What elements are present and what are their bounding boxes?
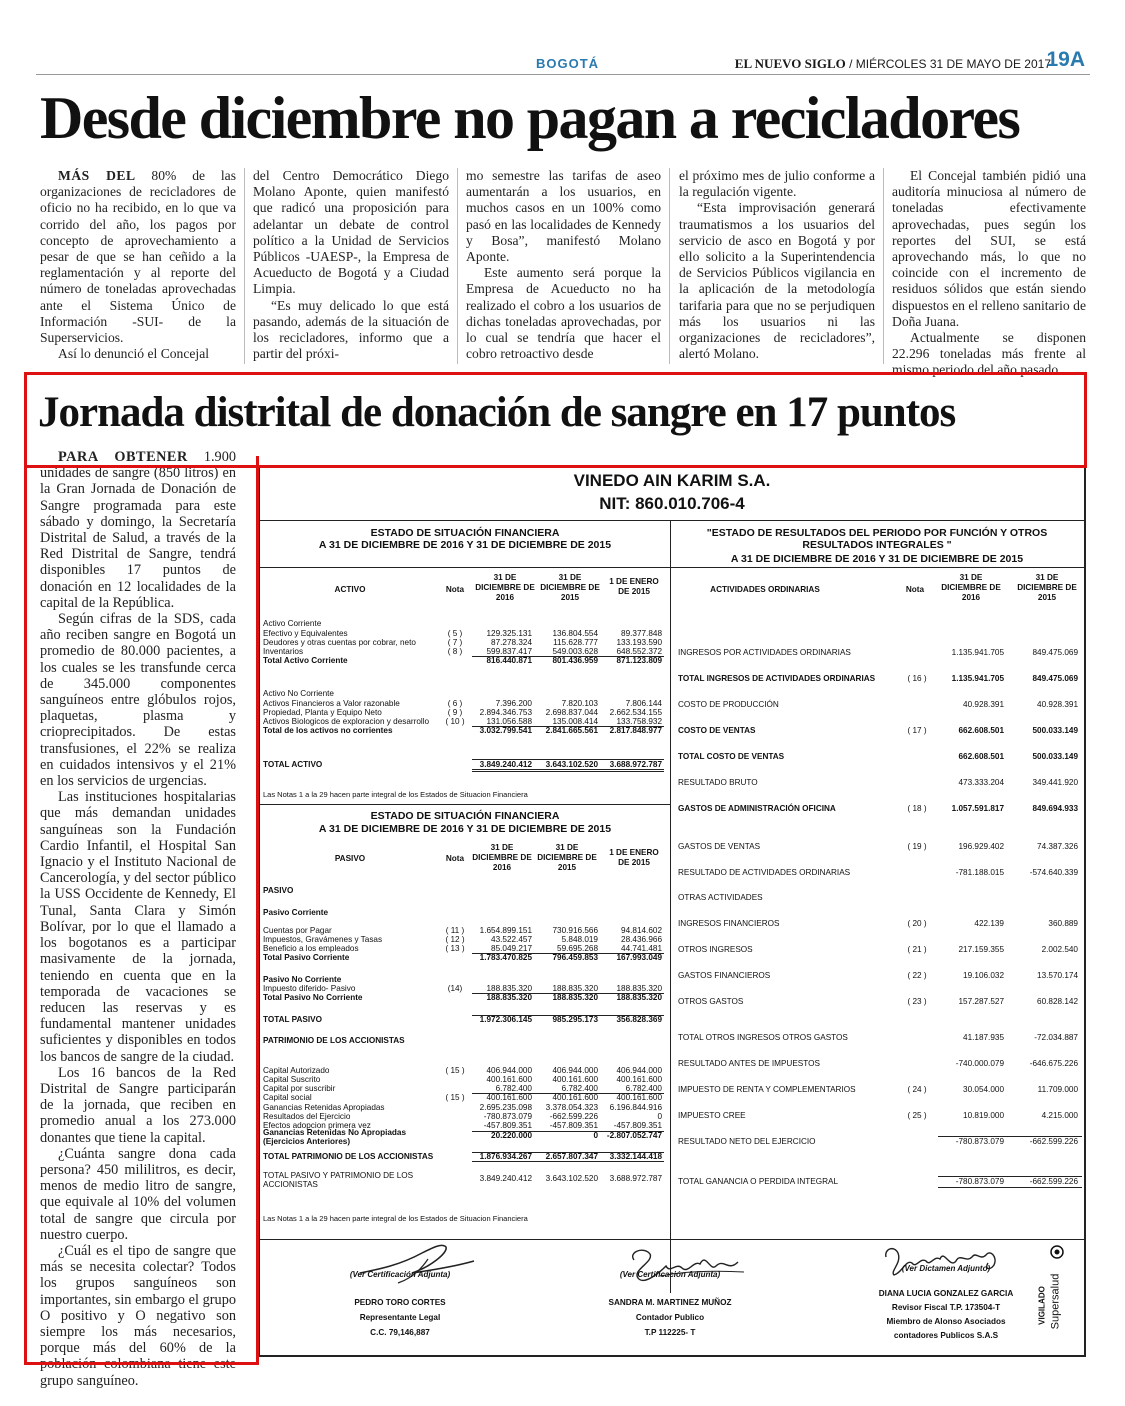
supersalud-logo-icon: [1050, 1245, 1064, 1259]
total-rule: [472, 1161, 664, 1162]
resultados-row-nota: ( 22 ): [907, 971, 927, 980]
resultados-row-2015: 849.475.069: [1032, 648, 1078, 657]
story2-p1: 1.900 unidades de sangre (850 litros) en la Gran Jornada de Donación de Sangre programada para este sábado y domingo, la Secretaría Distrital de Salud, a través de la Red Distrital de Sangre, tendrá disponibles 17 puntos de donación en 12 localidades de la capital de la República.: [40, 449, 236, 611]
total-rule: [938, 1176, 1082, 1177]
pasivo-row-2016: 400.161.600: [486, 1093, 532, 1102]
resultados-row-label: INGRESOS FINANCIEROS: [678, 919, 780, 928]
pasivo-row-label: Total Pasivo Corriente: [263, 953, 350, 962]
column-rule: [457, 168, 458, 364]
pasivo-row-label: Capital Suscrito: [263, 1075, 321, 1084]
pasivo-row-2015-ene: 188.835.320: [616, 993, 662, 1002]
pasivo-row-2016: 3.849.240.412: [479, 1174, 532, 1183]
story1-column-1: [40, 168, 236, 362]
resultados-row-2015: 40.928.391: [1037, 700, 1078, 709]
activo-row-2016: 87.278.324: [491, 638, 532, 647]
activo-row-label: TOTAL ACTIVO: [263, 760, 323, 769]
resultados-row-label: TOTAL OTROS INGRESOS OTROS GASTOS: [678, 1033, 848, 1042]
pasivo-row-2015: 796.459.853: [552, 953, 598, 962]
signature-diana-gonzalez: [880, 1239, 1010, 1287]
resultados-row-2016: 473.333.204: [958, 778, 1004, 787]
pasivo-head-nota: Nota: [445, 854, 465, 863]
resultados-row-label: RESULTADO ANTES DE IMPUESTOS: [678, 1059, 820, 1068]
story1-c3-p1: mo semestre las tarifas de aseo aumentarán a los usuarios, en muchos casos en un 100% como pasó en las localidades de Kennedy y Bosa”, manifestó Molano Aponte.: [466, 168, 661, 265]
resultados-row-2015: 74.387.326: [1037, 842, 1078, 851]
resultados-row-nota: ( 21 ): [907, 945, 927, 954]
pasivo-row-label: Resultados del Ejercicio: [263, 1112, 351, 1121]
activo-head-label: ACTIVO: [334, 585, 366, 594]
pasivo-row-2015-ene: -457.809.351: [613, 1121, 662, 1130]
total-rule: [472, 771, 664, 772]
subtotal-rule: [472, 726, 664, 727]
resultados-row-label: RESULTADO BRUTO: [678, 778, 758, 787]
signature-pedro-toro: [350, 1239, 480, 1287]
activo-row-2016: 3.032.799.541: [479, 726, 532, 735]
ad-rule: [670, 567, 1084, 568]
left-title-2: A 31 DE DICIEMBRE DE 2016 Y 31 DE DICIEMBRE DE 2015: [318, 539, 612, 551]
pasivo-row-2015: 59.695.268: [557, 944, 598, 953]
subtotal-rule: [472, 1015, 664, 1016]
resultados-row-2016: 1.057.591.817: [951, 804, 1004, 813]
activo-row-2015-ene: 648.552.372: [616, 647, 662, 656]
resultados-row-2016: 41.187.935: [963, 1033, 1004, 1042]
activo-row-nota: ( 6 ): [447, 699, 463, 708]
story2-lead: PARA OBTENER: [58, 449, 188, 465]
column-rule: [883, 168, 884, 364]
pasivo-row-label: TOTAL PASIVO: [263, 1015, 322, 1024]
activo-row-2016: 131.056.588: [486, 717, 532, 726]
resultados-row-2016: 662.608.501: [958, 752, 1004, 761]
signer1-role: Representante Legal: [359, 1313, 441, 1322]
pasivo-head-2015-ene: 1 DE ENERO DE 2015: [609, 848, 659, 867]
pasivo-row-2016: -457.809.351: [483, 1121, 532, 1130]
story1-column-5: [892, 168, 1086, 379]
resultados-row-label: RESULTADO NETO DEL EJERCICIO: [678, 1137, 816, 1146]
resultados-row-nota: ( 17 ): [907, 726, 927, 735]
activo-row-2015: 135.008.414: [552, 717, 598, 726]
pasivo-row-2015-ene: 400.161.600: [616, 1075, 662, 1084]
story2-p3: Las instituciones hospitalarias que más demandan unidades sanguíneas son la Fundación Cardio Infantil, el Hospital San Ignacio y el Instituto Nacional de Cancerología, y del sector público la USS Occidente de Kennedy, El Tunal, Santa Clara y Simón Bolívar, por lo que el llamado a los bogotanos es a participar masivamente de la jornada, teniendo en cuenta que en la temporada de vacaciones se reducen las reservas y es fundamental mantener unidades suficientes y disponibles en todos los bancos de sangre de la ciudad.: [40, 789, 236, 1065]
issue-date: / MIÉRCOLES 31 DE MAYO DE 2017: [849, 57, 1051, 71]
highlight-box-column: [24, 456, 259, 1365]
resultados-row-2015: -72.034.887: [1034, 1033, 1078, 1042]
resultados-row-2016: -781.188.015: [955, 868, 1004, 877]
activo-row-label: Activos Biologicos de exploracion y desarrollo: [263, 717, 430, 726]
pasivo-row-2015-ene: 6.196.844.916: [609, 1103, 662, 1112]
pasivo-row-2015: 6.782.400: [561, 1084, 598, 1093]
story2-p6: ¿Cuál es el tipo de sangre que más se necesita colectar? Todos los grupos sanguíneos son importantes, sin embargo el grupo O positivo y O negativo son siempre los más necesarios, porque más del 60% de la población colombiana tiene este grupo sanguíneo.: [40, 1242, 236, 1389]
er-head-nota: Nota: [905, 585, 925, 594]
activo-row-2015: 2.841.665.561: [545, 726, 598, 735]
pasivo-row-2015: 3.378.054.323: [545, 1103, 598, 1112]
resultados-row-nota: ( 24 ): [907, 1085, 927, 1094]
story1-c2-p2: “Es muy delicado lo que está pasando, además de la situación de los recicladores, informo que a partir del próxi-: [253, 297, 449, 362]
pasivo-row-2016: 1.783.470.825: [479, 953, 532, 962]
pasivo-row-label: PASIVO: [263, 886, 294, 895]
financial-statement-ad: [258, 465, 1086, 1357]
activo-row-2015: 115.628.777: [553, 638, 598, 647]
resultados-row-2015: -646.675.226: [1029, 1059, 1078, 1068]
pasivo-row-2015-ene: 400.161.600: [616, 1093, 662, 1102]
activo-row-2015: 7.820.103: [561, 699, 598, 708]
pasivo-row-nota: ( 11 ): [445, 926, 465, 935]
resultados-row-2015: 360.889: [1048, 919, 1078, 928]
resultados-row-2016: 1.135.941.705: [951, 648, 1004, 657]
total-rule: [472, 759, 664, 760]
pasivo-row-nota: (14): [447, 984, 463, 993]
resultados-row-2016: 157.287.527: [958, 997, 1004, 1006]
resultados-row-2016: -740.000.079: [955, 1059, 1004, 1068]
pasivo-row-2016: 1.654.899.151: [479, 926, 532, 935]
activo-row-2015-ene: 133.193.590: [616, 638, 662, 647]
pasivo-row-2015: -457.809.351: [549, 1121, 598, 1130]
right-title-3: A 31 DE DICIEMBRE DE 2016 Y 31 DE DICIEMBRE DE 2015: [730, 553, 1024, 565]
story1-column-2: [253, 168, 449, 362]
resultados-row-2016: 662.608.501: [958, 726, 1004, 735]
total-rule: [938, 1136, 1082, 1137]
ad-rule: [260, 520, 1084, 521]
activo-head-2015-ene: 1 DE ENERO DE 2015: [609, 577, 659, 596]
pasivo-row-2015: 188.835.320: [552, 984, 598, 993]
activo-row-2015-ene: 7.806.144: [625, 699, 662, 708]
signer2-name: SANDRA M. MARTINEZ MUÑOZ: [608, 1298, 732, 1307]
pasivo-row-2015: 730.916.566: [552, 926, 598, 935]
resultados-row-label: GASTOS DE VENTAS: [678, 842, 761, 851]
resultados-row-label: OTRAS ACTIVIDADES: [678, 893, 763, 902]
activo-row-2015-ene: 133.758.932: [616, 717, 662, 726]
pasivo-row-2015-ene: 188.835.320: [616, 984, 662, 993]
activo-row-2015: 801.436.959: [552, 656, 598, 665]
resultados-row-nota: ( 18 ): [907, 804, 927, 813]
resultados-row-2016: 217.159.355: [958, 945, 1004, 954]
pasivo-row-nota: ( 12 ): [445, 935, 465, 944]
pasivo-row-label: Efectos adopcion primera vez: [263, 1121, 371, 1130]
resultados-row-2015: 60.828.142: [1037, 997, 1078, 1006]
column-rule: [244, 168, 245, 364]
resultados-row-label: TOTAL INGRESOS DE ACTIVIDADES ORDINARIAS: [678, 674, 876, 683]
pasivo-row-nota: ( 15 ): [445, 1093, 465, 1102]
activo-row-label: Total de los activos no corrientes: [263, 726, 393, 735]
pasivo-row-2015-ene: -2.807.052.747: [606, 1131, 662, 1140]
subtotal-rule: [472, 656, 664, 657]
activo-row-label: Propiedad, Planta y Equipo Neto: [263, 708, 382, 717]
pasivo-row-label: Ganancias Retenidas Apropiadas: [263, 1103, 385, 1112]
activo-row-nota: ( 9 ): [447, 708, 463, 717]
pasivo-row-2016: 1.972.306.145: [479, 1015, 532, 1024]
story1-c1-p2: Así lo denunció el Concejal: [58, 346, 210, 362]
column-rule: [669, 168, 670, 364]
pasivo-row-nota: ( 15 ): [445, 1066, 465, 1075]
pasivo-row-label: Impuestos, Gravámenes y Tasas: [263, 935, 383, 944]
pasivo-row-label: PATRIMONIO DE LOS ACCIONISTAS: [263, 1036, 405, 1045]
story2-p5: ¿Cuánta sangre dona cada persona? 450 mililitros, es decir, menos de medio litro de sangre, que equivale al 10% del volumen total de sangre que circula por nuestro cuerpo.: [40, 1145, 236, 1243]
resultados-row-label: IMPUESTO DE RENTA Y COMPLEMENTARIOS: [678, 1085, 856, 1094]
total-rule: [938, 1187, 1082, 1188]
ad-divider: [670, 520, 671, 1293]
resultados-row-label: GASTOS FINANCIEROS: [678, 971, 771, 980]
story2-p2: Según cifras de la SDS, cada año reciben sangre en Bogotá un promedio de 80.000 pacientes, a los cuales se les transfunde cerca de 345.000 componentes sanguíneos entre glóbulos rojos, plaquetas, plasma y crioprecipitados. De estas transfusiones, el 22% se realiza en cuidados intensivos y el 21% en los servicios de urgencias.: [40, 611, 236, 790]
pasivo-title-1: ESTADO DE SITUACIÓN FINANCIERA: [370, 810, 560, 822]
story1-lead: MÁS DEL: [58, 168, 136, 183]
supersalud-label: Supersalud: [1049, 1273, 1062, 1330]
resultados-row-label: IMPUESTO CREE: [678, 1111, 746, 1120]
pasivo-row-2015-ene: 406.944.000: [616, 1066, 662, 1075]
signer3-name: DIANA LUCIA GONZALEZ GARCIA: [878, 1289, 1014, 1298]
resultados-row-2016: -780.873.079: [955, 1177, 1004, 1186]
pasivo-row-2015-ene: 167.993.049: [616, 953, 662, 962]
ad-rule: [260, 567, 670, 568]
resultados-row-2015: 849.694.933: [1032, 804, 1078, 813]
pasivo-row-2015-ene: 44.741.481: [621, 944, 662, 953]
pasivo-row-2015-ene: 6.782.400: [625, 1084, 662, 1093]
pasivo-row-label: Capital por suscribir: [263, 1084, 336, 1093]
section-label: BOGOTÁ: [536, 56, 600, 71]
activo-row-2015-ene: 3.688.972.787: [609, 760, 662, 769]
activo-row-2015: 549.003.628: [552, 647, 598, 656]
resultados-row-2016: 30.054.000: [963, 1085, 1004, 1094]
resultados-row-2015: 349.441.920: [1032, 778, 1078, 787]
pasivo-row-2016: 400.161.600: [486, 1075, 532, 1084]
resultados-row-2016: 40.928.391: [963, 700, 1004, 709]
pasivo-row-label: Impuesto diferido- Pasivo: [263, 984, 356, 993]
activo-head-nota: Nota: [445, 585, 465, 594]
highlight-box-headline: [24, 372, 1087, 468]
resultados-row-label: OTROS GASTOS: [678, 997, 744, 1006]
activo-row-2016: 129.325.131: [486, 629, 532, 638]
pasivo-row-2015: 188.835.320: [552, 993, 598, 1002]
pasivo-row-nota: ( 13 ): [445, 944, 465, 953]
resultados-row-label: TOTAL GANANCIA O PERDIDA INTEGRAL: [678, 1177, 838, 1186]
resultados-row-2015: -574.640.339: [1029, 868, 1078, 877]
story1-c1-p1: 80% de las organizaciones de recicladores de oficio no ha recibido, en lo que va corrido del año, los pagos por concepto de aprovechamiento a pesar de que se han ceñido a la reglamentación y al reporte del número de toneladas aprovechadas ante el Sistema Único de Información -SUI- de la Superservicios.: [40, 168, 236, 346]
pasivo-row-label: Pasivo Corriente: [263, 908, 329, 917]
resultados-row-2015: 500.033.149: [1032, 752, 1078, 761]
signer3-firm: Miembro de Alonso Asociados: [886, 1317, 1006, 1326]
activo-row-nota: ( 7 ): [447, 638, 463, 647]
pasivo-row-2015: 5.848.019: [561, 935, 598, 944]
story1-c5-p2: Actualmente se disponen 22.296 toneladas más frente al mismo periodo del año pasado.: [892, 330, 1086, 378]
resultados-row-2016: 1.135.941.705: [951, 674, 1004, 683]
pasivo-row-2016: 20.220.000: [491, 1131, 532, 1140]
subtotal-rule: [472, 993, 664, 994]
resultados-row-2015: -662.599.226: [1029, 1137, 1078, 1146]
activo-row-2016: 599.837.417: [486, 647, 532, 656]
activo-row-2015-ene: 2.817.848.977: [609, 726, 662, 735]
resultados-row-nota: ( 19 ): [907, 842, 927, 851]
subtotal-rule: [472, 1131, 664, 1132]
pasivo-row-2015-ene: 0: [657, 1112, 662, 1121]
pasivo-row-2015-ene: 356.828.369: [616, 1015, 662, 1024]
pasivo-row-label: Pasivo No Corriente: [263, 975, 342, 984]
story1-c2-p1: del Centro Democrático Diego Molano Aponte, quien manifestó que radicó una proposición para adelantar un debate de control político a la Unidad de Servicios Públicos -UAESP-, la Empresa de Acueducto de Bogotá y a Ciudad Limpia.: [253, 168, 449, 297]
pasivo-row-2016: 85.049.217: [491, 944, 532, 953]
pasivo-row-label: Cuentas por Pagar: [263, 926, 332, 935]
pasivo-row-label: TOTAL PASIVO Y PATRIMONIO DE LOS ACCIONISTAS: [263, 1171, 414, 1189]
story1-c4-p2: “Esta improvisación generará traumatismos a los usuarios del servicio de asco en Bogotá y por ello solicito a la Superintendencia de Servicios Públicos vigilancia en la aplicación de la metodología tarifaria para que no se perjudiquen más los usuarios ni las organizaciones de recicladores”, alertó Molano.: [679, 200, 875, 362]
pasivo-row-2016: 406.944.000: [486, 1066, 532, 1075]
signer1-id: C.C. 79,146,887: [370, 1328, 430, 1337]
pasivo-row-2015: 985.295.173: [552, 1015, 598, 1024]
activo-row-2015-ene: 2.662.534.155: [609, 708, 662, 717]
pasivo-row-label: Capital Autorizado: [263, 1066, 330, 1075]
activo-row-2016: 2.894.346.753: [479, 708, 532, 717]
subtotal-rule: [472, 953, 664, 954]
pasivo-row-2016: 188.835.320: [486, 993, 532, 1002]
pasivo-row-2015: 2.657.807.347: [545, 1152, 598, 1161]
pasivo-row-2016: 6.782.400: [495, 1084, 532, 1093]
pasivo-row-2015: 3.643.102.520: [545, 1174, 598, 1183]
resultados-row-label: OTROS INGRESOS: [678, 945, 753, 954]
notes-line: Las Notas 1 a la 29 hacen parte integral de los Estados de Situacion Financiera: [263, 790, 528, 799]
signer2-note: (Ver Certificación Adjunta): [619, 1270, 721, 1279]
subtotal-rule: [472, 1152, 664, 1153]
pasivo-row-label: Beneficio a los empleados: [263, 944, 359, 953]
activo-row-label: Inventarios: [263, 647, 304, 656]
activo-row-2016: 816.440.871: [486, 656, 532, 665]
notes-line-2: Las Notas 1 a la 29 hacen parte integral de los Estados de Situacion Financiera: [263, 1214, 528, 1223]
headline-recicladores: Desde diciembre no pagan a recicladores: [40, 85, 1020, 151]
signer1-note: (Ver Certificación Adjunta): [349, 1270, 451, 1279]
masthead: [735, 56, 1051, 72]
resultados-row-2015: 11.709.000: [1037, 1085, 1078, 1094]
pasivo-row-2015-ene: 94.814.602: [621, 926, 662, 935]
pasivo-row-2016: 2.695.235.098: [479, 1103, 532, 1112]
resultados-row-2016: -780.873.079: [955, 1137, 1004, 1146]
er-head-2015: 31 DE DICIEMBRE DE 2015: [1017, 573, 1077, 602]
page-number: 19A: [1046, 48, 1085, 71]
signer1-name: PEDRO TORO CORTES: [354, 1298, 446, 1307]
activo-row-label: Deudores y otras cuentas por cobrar, neto: [263, 638, 416, 647]
resultados-row-2016: 422.139: [974, 919, 1004, 928]
resultados-row-2015: 849.475.069: [1032, 674, 1078, 683]
er-head-2016: 31 DE DICIEMBRE DE 2016: [941, 573, 1001, 602]
activo-row-label: Activo No Corriente: [263, 689, 334, 698]
signer3-note: (Ver Dictamen Adjunto): [901, 1264, 991, 1273]
resultados-row-2015: 2.002.540: [1041, 945, 1078, 954]
resultados-row-2015: 13.570.174: [1037, 971, 1078, 980]
pasivo-row-label: Capital social: [263, 1093, 312, 1102]
pasivo-title-2: A 31 DE DICIEMBRE DE 2016 Y 31 DE DICIEMBRE DE 2015: [318, 823, 612, 835]
activo-row-label: Activo Corriente: [263, 619, 322, 628]
right-title-2: RESULTADOS INTEGRALES ": [802, 539, 952, 551]
pasivo-head-label: PASIVO: [334, 854, 366, 863]
story1-column-3: [466, 168, 661, 362]
story2-p4: Los 16 bancos de la Red Distrital de Sangre participarán de la jornada, que reciben en promedio anual a los 273.000 donantes que tiene la capital.: [40, 1064, 236, 1146]
pasivo-row-2015: 400.161.600: [552, 1093, 598, 1102]
resultados-row-label: GASTOS DE ADMINISTRACIÓN OFICINA: [678, 804, 836, 813]
signer2-role: Contador Publico: [635, 1313, 705, 1322]
activo-head-2016: 31 DE DICIEMBRE DE 2016: [475, 573, 535, 602]
activo-row-2015: 2.698.837.044: [545, 708, 598, 717]
activo-row-2015: 136.804.554: [552, 629, 598, 638]
signature-sandra-martinez: [620, 1242, 750, 1290]
story1-c5-p1: El Concejal también pidió una auditoría minuciosa al número de toneladas efectivamente aprovechadas, pues según los reportes del SUI, se está aprovechando más, lo que no coincide con el incremento de residuos sólidos que están siendo dispuestos en el relleno sanitario de Doña Juana.: [892, 168, 1086, 329]
activo-row-2016: 7.396.200: [495, 699, 532, 708]
resultados-row-label: INGRESOS POR ACTIVIDADES ORDINARIAS: [678, 648, 851, 657]
resultados-row-2016: 10.819.000: [963, 1111, 1004, 1120]
activo-row-label: Efectivo y Equivalentes: [263, 629, 348, 638]
resultados-row-nota: ( 16 ): [907, 674, 927, 683]
story1-c3-p2: Este aumento será porque la Empresa de Acueducto no ha realizado el cobro a los usuarios de dichas toneladas aprovechadas, por lo cual se tendría que hacer el cobro retroactivo desde: [466, 265, 661, 362]
resultados-row-label: TOTAL COSTO DE VENTAS: [678, 752, 785, 761]
subtotal-rule: [472, 1093, 664, 1094]
pasivo-row-2016: 188.835.320: [486, 984, 532, 993]
paper-name: EL NUEVO SIGLO: [734, 56, 846, 71]
resultados-row-2016: 196.929.402: [958, 842, 1004, 851]
pasivo-row-label: Ganancias Retenidas No Apropiadas (Ejercicios Anteriores): [263, 1128, 407, 1146]
company-name: VINEDO AIN KARIM S.A.: [573, 471, 771, 490]
pasivo-row-2015: -662.599.226: [549, 1112, 598, 1121]
resultados-row-2015: 500.033.149: [1032, 726, 1078, 735]
activo-row-2015-ene: 89.377.848: [621, 629, 662, 638]
resultados-row-nota: ( 20 ): [907, 919, 927, 928]
er-head-label: ACTIVIDADES ORDINARIAS: [710, 585, 820, 594]
activo-row-2016: 3.849.240.412: [479, 760, 532, 769]
resultados-row-nota: ( 23 ): [907, 997, 927, 1006]
pasivo-row-2015: 0: [593, 1131, 598, 1140]
signer3-firm-2: contadores Publicos S.A.S: [893, 1331, 999, 1340]
pasivo-row-2016: -780.873.079: [483, 1112, 532, 1121]
signer2-id: T.P 112225- T: [644, 1328, 696, 1337]
pasivo-row-2015-ene: 3.688.972.787: [609, 1174, 662, 1183]
pasivo-row-label: TOTAL PATRIMONIO DE LOS ACCIONISTAS: [263, 1152, 434, 1161]
pasivo-row-label: Total Pasivo No Corriente: [263, 993, 363, 1002]
header-rule: [36, 74, 1090, 75]
headline-donacion-sangre: Jornada distrital de donación de sangre en 17 puntos: [38, 389, 956, 436]
pasivo-head-2015: 31 DE DICIEMBRE DE 2015: [537, 843, 597, 872]
activo-row-nota: ( 8 ): [447, 647, 463, 656]
left-title-1: ESTADO DE SITUACIÓN FINANCIERA: [370, 527, 560, 539]
pasivo-row-2016: 1.876.934.267: [479, 1152, 532, 1161]
company-nit: NIT: 860.010.706-4: [599, 494, 745, 513]
resultados-row-2015: 4.215.000: [1041, 1111, 1078, 1120]
activo-row-label: Total Activo Corriente: [263, 656, 348, 665]
signer3-role: Revisor Fiscal T.P. 173504-T: [891, 1303, 1001, 1312]
resultados-row-label: COSTO DE VENTAS: [678, 726, 756, 735]
resultados-row-2015: -662.599.226: [1029, 1177, 1078, 1186]
resultados-row-label: RESULTADO DE ACTIVIDADES ORDINARIAS: [678, 868, 851, 877]
total-rule: [472, 769, 664, 770]
activo-row-2015-ene: 871.123.809: [616, 656, 662, 665]
activo-head-2015: 31 DE DICIEMBRE DE 2015: [540, 573, 600, 602]
pasivo-row-2015-ene: 28.436.966: [621, 935, 662, 944]
resultados-row-label: COSTO DE PRODUCCIÓN: [678, 700, 779, 709]
activo-row-2015: 3.643.102.520: [545, 760, 598, 769]
resultados-row-2016: 19.106.032: [963, 971, 1004, 980]
pasivo-head-2016: 31 DE DICIEMBRE DE 2016: [472, 843, 532, 872]
story1-column-4: [679, 168, 875, 362]
pasivo-row-2016: 43.522.457: [491, 935, 532, 944]
right-title-1: "ESTADO DE RESULTADOS DEL PERIODO POR FUNCIÓN Y OTROS: [706, 527, 1048, 539]
activo-row-nota: ( 5 ): [447, 629, 463, 638]
vigilado-label: VIGILADO: [1037, 1286, 1047, 1325]
resultados-row-nota: ( 25 ): [907, 1111, 927, 1120]
pasivo-row-2015-ene: 3.332.144.418: [609, 1152, 662, 1161]
ad-rule: [260, 804, 670, 805]
activo-row-label: Activos Financieros a Valor razonable: [263, 699, 400, 708]
story1-c4-p1: el próximo mes de julio conforme a la regulación vigente.: [679, 168, 875, 200]
pasivo-row-2015: 400.161.600: [552, 1075, 598, 1084]
activo-row-nota: ( 10 ): [445, 717, 465, 726]
pasivo-row-2015: 406.944.000: [552, 1066, 598, 1075]
